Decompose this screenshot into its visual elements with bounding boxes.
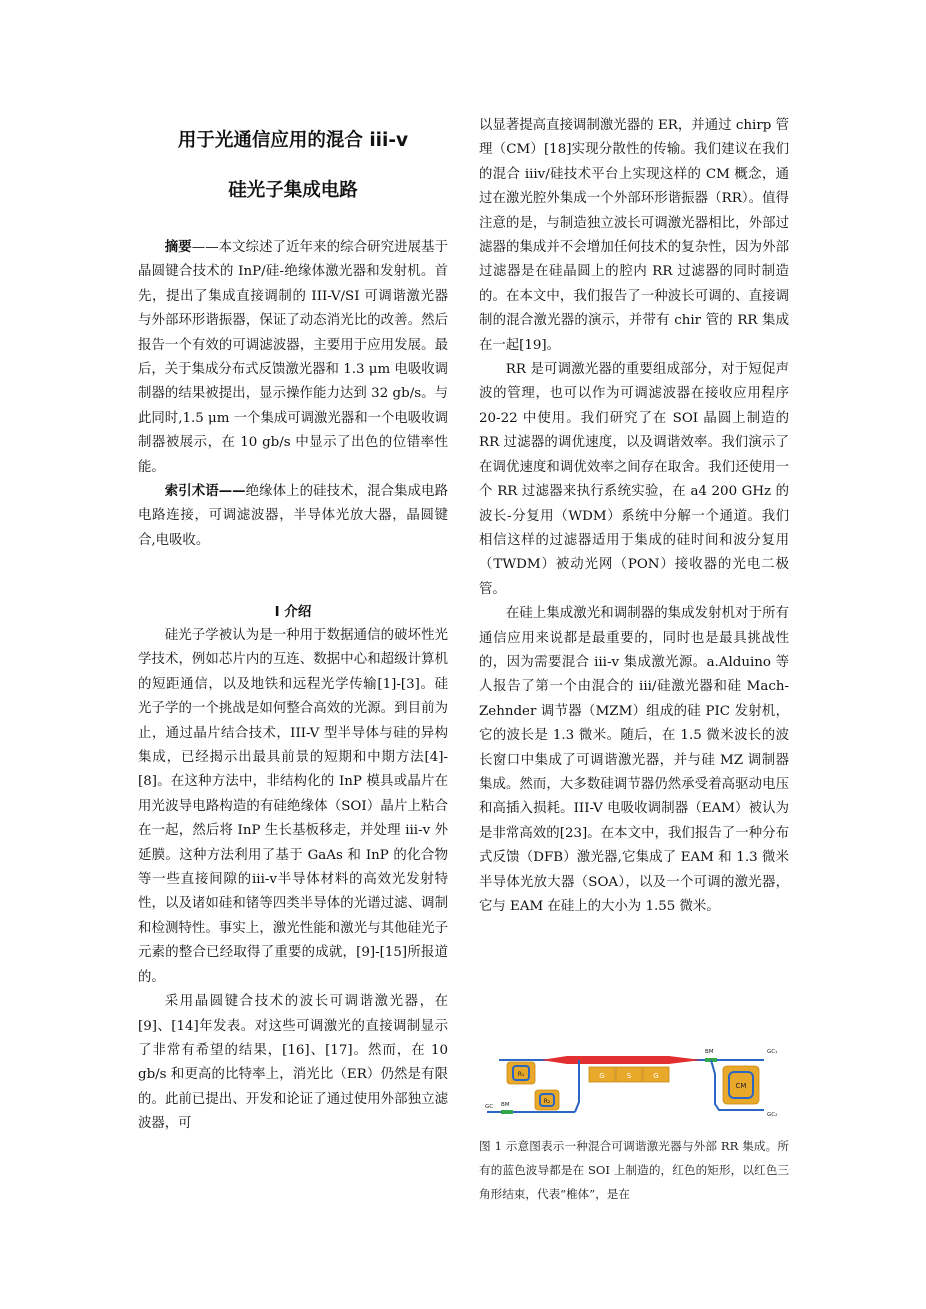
paper-title-line-2: 硅光子集成电路 (228, 180, 358, 201)
label-r1: R₁ (517, 1071, 525, 1078)
bm-left (501, 1110, 513, 1114)
abstract (138, 236, 448, 480)
paragraph: 采用晶圆键合技术的波长可调谐激光器，在[9]、[14]年发表。对这些可调激光的直接调制显示了非常有希望的结果，[16]、[17]。然而，在 10 gb/s 和更高的比特率上，消光比（ER）仍然是有限的。此前已提出、开发和论证了通过使用外部独立滤波器，可 (138, 994, 448, 1132)
label-g2: G (653, 1072, 659, 1080)
paragraph: 在硅上集成激光和调制器的集成发射机对于所有通信应用来说都是最重要的，同时也是最具挑战性的，因为需要混合 iii-v 集成激光源。a.Alduino 等人报告了第一个由混合的 iii/硅激光器和硅 Mach-Zehnder 调节器（MZM）组成的硅 PIC 发射机，它的波长是 1.3 微米。随后，在 1.5 微米波长的波长窗口中集成了可调谐激光器，并与硅 MZ 调制器集成。然而，大多数硅调节器仍然承受着高驱动电压和高插入损耗。III-V 电吸收调制器（EAM）被认为是非常高效的[23]。在本文中，我们报告了一种分布式反馈（DFB）激光器,它集成了 EAM 和 1.3 微米半导体光放大器（SOA），以及一个可调的激光器，它与 EAM 在硅上的大小为 1.55 微米。 (479, 606, 789, 914)
section-heading: I 介绍 (274, 604, 312, 620)
taper (541, 1056, 701, 1064)
label-bm-left: BM (501, 1102, 510, 1108)
figure-caption: 图 1 示意图表示一种混合可调谐激光器与外部 RR 集成。所有的蓝色波导都是在 SOI 上制造的，红色的矩形，以红色三角形结束，代表“椎体”，是在 (479, 1139, 789, 1201)
waveguide-loop (575, 1060, 579, 1112)
paragraph: 以显著提高直接调制激光器的 ER，并通过 chirp 管理（CM）[18]实现分散性的传输。我们建议在我们的混合 iiiv/硅技术平台上实现这样的 CM 概念，通过在激光腔外集成一个外部环形谐振器（RR）。值得注意的是，与制造独立波长可调激光器相比，外部过滤器的集成并不会增加任何技术的复杂性，因为外部过滤器是在硅晶圆上的腔内 RR 过滤器的同时制造的。在本文中，我们报告了一种波长可调的、直接调制的混合激光器的演示，并带有 chir 管的 RR 集成在一起[19]。 (479, 118, 789, 353)
figure-schematic (479, 1040, 789, 1122)
label-gc1: GC₁ (767, 1049, 778, 1055)
label-bm-top: BM (705, 1049, 714, 1055)
label-gc-left: GC (485, 1104, 494, 1110)
label-r2: R₂ (543, 1098, 551, 1105)
label-cm: CM (735, 1082, 747, 1090)
index-terms-text: 绝缘体上的硅技术，混合集成电路电路连接，可调滤波器，半导体光放大器，晶圆键合,电吸收。 (138, 484, 448, 548)
label-g1: G (599, 1072, 605, 1080)
introduction-section (138, 600, 448, 1137)
right-text (479, 114, 789, 919)
abstract-text: ——本文综述了近年来的综合研究进展基于晶圆键合技术的 InP/硅-绝缘体激光器和发射机。首先，提出了集成直接调制的 III-V/SI 可调谐激光器与外部环形谐振器，保证了动态消光比的改善。然后报告一个有效的可调滤波器，主要用于应用发展。最后，关于集成分布式反馈激光器和 1.3 μm 电吸收调制器的结果被提出，显示操作能力达到 32 gb/s。与此同时,1.5 μm 一个集成可调激光器和一个电吸收调制器被展示，在 10 gb/s 中显示了出色的位错率性能。 (138, 240, 449, 475)
label-gc2: GC₂ (767, 1112, 778, 1118)
paragraph: RR 是可调激光器的重要组成部分，对于短促声波的管理，也可以作为可调滤波器在接收应用程序 20-22 中使用。我们研究了在 SOI 晶圆上制造的 RR 过滤器的调优速度，以及调谐效率。我们演示了在调优速度和调优效率之间存在取舍。我们还使用一个 RR 过滤器来执行系统实验，在 a4 200 GHz 的波长-分复用（WDM）系统中分解一个通道。我们相信这样的过滤器适用于集成的硅时间和波分复用（TWDM）被动光网（PON）接收器的光电二极管。 (479, 362, 789, 597)
index-terms (138, 480, 448, 553)
abstract-label: 摘要 (164, 240, 192, 255)
abstract-block (138, 236, 448, 553)
paragraph: 硅光子学被认为是一种用于数据通信的破坏性光学技术，例如芯片内的互连、数据中心和超级计算机的短距通信，以及地铁和远程光学传输[1]-[3]。硅光子学的一个挑战是如何整合高效的光源。到目前为止，通过晶片结合技术，III-V 型半导体与硅的异构集成，已经揭示出最具前景的短期和中期方法[4]-[8]。在这种方法中，非结构化的 InP 模具或晶片在用光波导电路构造的有硅绝缘体（SOI）晶片上粘合在一起，然后将 InP 生长基板移走，并处理 iii-v 外延膜。这种方法利用了基于 GaAs 和 InP 的化合物等一些直接间隙的iii-v半导体材料的高效光发射特性，以及诸如硅和锗等四类半导体的光谱过滤、调制和检测特性。事实上，激光性能和激光与其他硅光子元素的整合已经取得了重要的成就，[9]-[15]所报道的。 (138, 628, 448, 985)
paper-title-line-1: 用于光通信应用的混合 iii-v (177, 130, 409, 151)
index-terms-label: 索引术语—— (164, 484, 246, 500)
label-s: S (626, 1072, 632, 1080)
